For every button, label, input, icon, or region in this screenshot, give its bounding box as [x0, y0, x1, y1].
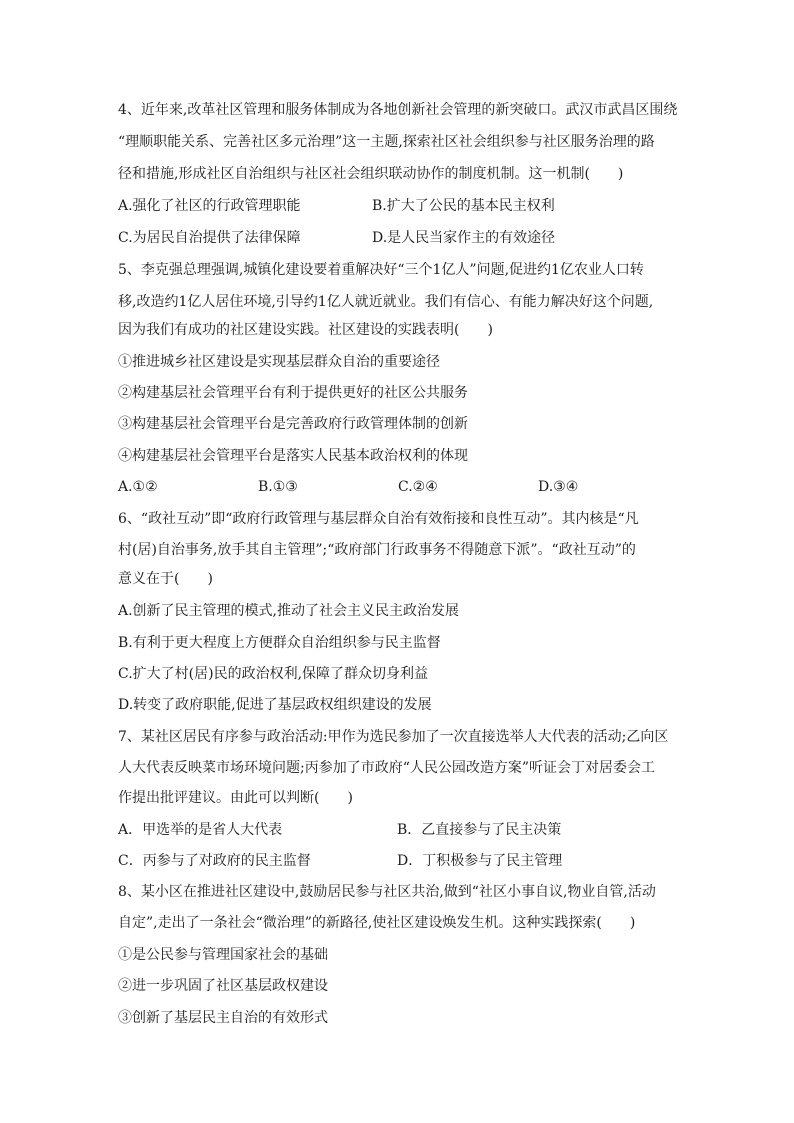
q4-option-b: B.扩大了公民的基本民主权利	[372, 198, 555, 214]
q8-item-3: ③创新了基层民主自治的有效形式	[118, 1010, 328, 1026]
q6-option-c: C.扩大了村(居)民的政治权利,保障了群众切身利益	[118, 666, 429, 682]
q7-option-a: A．甲选举的是省人大代表	[118, 822, 283, 838]
q7-option-c: C．丙参与了对政府的民主监督	[118, 853, 311, 869]
q8-item-2: ②进一步巩固了社区基层政权建设	[118, 978, 328, 994]
q4-option-d: D.是人民当家作主的有效途径	[372, 230, 556, 246]
q7-stem-line-3: 作提出批评建议。由此可以判断( )	[118, 790, 353, 806]
q6-option-b: B.有利于更大程度上方便群众自治组织参与民主监督	[118, 635, 441, 651]
q8-stem-line-1: 8、某小区在推进社区建设中,鼓励居民参与社区共治,做到“社区小事自议,物业自管,活动	[118, 884, 656, 900]
q4-stem-line-2: “理顺职能关系、完善社区多元治理”这一主题,探索社区社会组织参与社区服务治理的路	[118, 134, 655, 150]
q5-stem-line-3: 因为我们有成功的社区建设实践。社区建设的实践表明( )	[118, 322, 493, 338]
q4-stem-line-1: 4、近年来,改革社区管理和服务体制成为各地创新社会管理的新突破口。武汉市武昌区围绕	[118, 102, 678, 118]
q7-stem-line-1: 7、某社区居民有序参与政治活动:甲作为选民参加了一次直接选举人大代表的活动;乙向区	[118, 729, 669, 745]
q6-stem-line-2: 村(居)自治事务,放手其自主管理”;“政府部门行政事务不得随意下派”。“政社互动”的	[118, 542, 636, 558]
q5-option-d: D.③④	[538, 479, 579, 495]
q7-option-b: B．乙直接参与了民主决策	[397, 822, 562, 838]
q4-option-a: A.强化了社区的行政管理职能	[118, 198, 301, 214]
q6-option-a: A.创新了民主管理的模式,推动了社会主义民主政治发展	[118, 603, 460, 619]
q4-option-c: C.为居民自治提供了法律保障	[118, 230, 301, 246]
q5-item-1: ①推进城乡社区建设是实现基层群众自治的重要途径	[118, 354, 440, 370]
q6-stem-line-1: 6、“政社互动”即“政府行政管理与基层群众自治有效衔接和良性互动”。其内核是“凡	[118, 511, 639, 527]
q5-option-c: C.②④	[398, 479, 438, 495]
q5-item-2: ②构建基层社会管理平台有利于提供更好的社区公共服务	[118, 385, 468, 401]
q5-option-b: B.①③	[258, 479, 298, 495]
q5-item-3: ③构建基层社会管理平台是完善政府行政管理体制的创新	[118, 416, 468, 432]
q7-option-d: D．丁积极参与了民主管理	[397, 853, 563, 869]
q8-stem-line-2: 自定”,走出了一条社会“微治理”的新路径,使社区建设焕发生机。这种实践探索( )	[118, 915, 636, 931]
q8-item-1: ①是公民参与管理国家社会的基础	[118, 947, 328, 963]
q4-stem-line-3: 径和措施,形成社区自治组织与社区社会组织联动协作的制度机制。这一机制( )	[118, 166, 624, 182]
q5-option-a: A.①②	[118, 479, 158, 495]
q5-stem-line-2: 移,改造约1亿人居住环境,引导约1亿人就近就业。我们有信心、有能力解决好这个问题,	[118, 294, 654, 310]
q5-stem-line-1: 5、李克强总理强调,城镇化建设要着重解决好“三个1亿人”问题,促进约1亿农业人口转	[118, 262, 644, 278]
q6-option-d: D.转变了政府职能,促进了基层政权组织建设的发展	[118, 697, 432, 713]
q7-stem-line-2: 人大代表反映菜市场环境问题;丙参加了市政府“人民公园改造方案”听证会丁对居委会工	[118, 760, 656, 776]
q5-item-4: ④构建基层社会管理平台是落实人民基本政治权利的体现	[118, 448, 468, 464]
q6-stem-line-3: 意义在于( )	[118, 571, 213, 587]
